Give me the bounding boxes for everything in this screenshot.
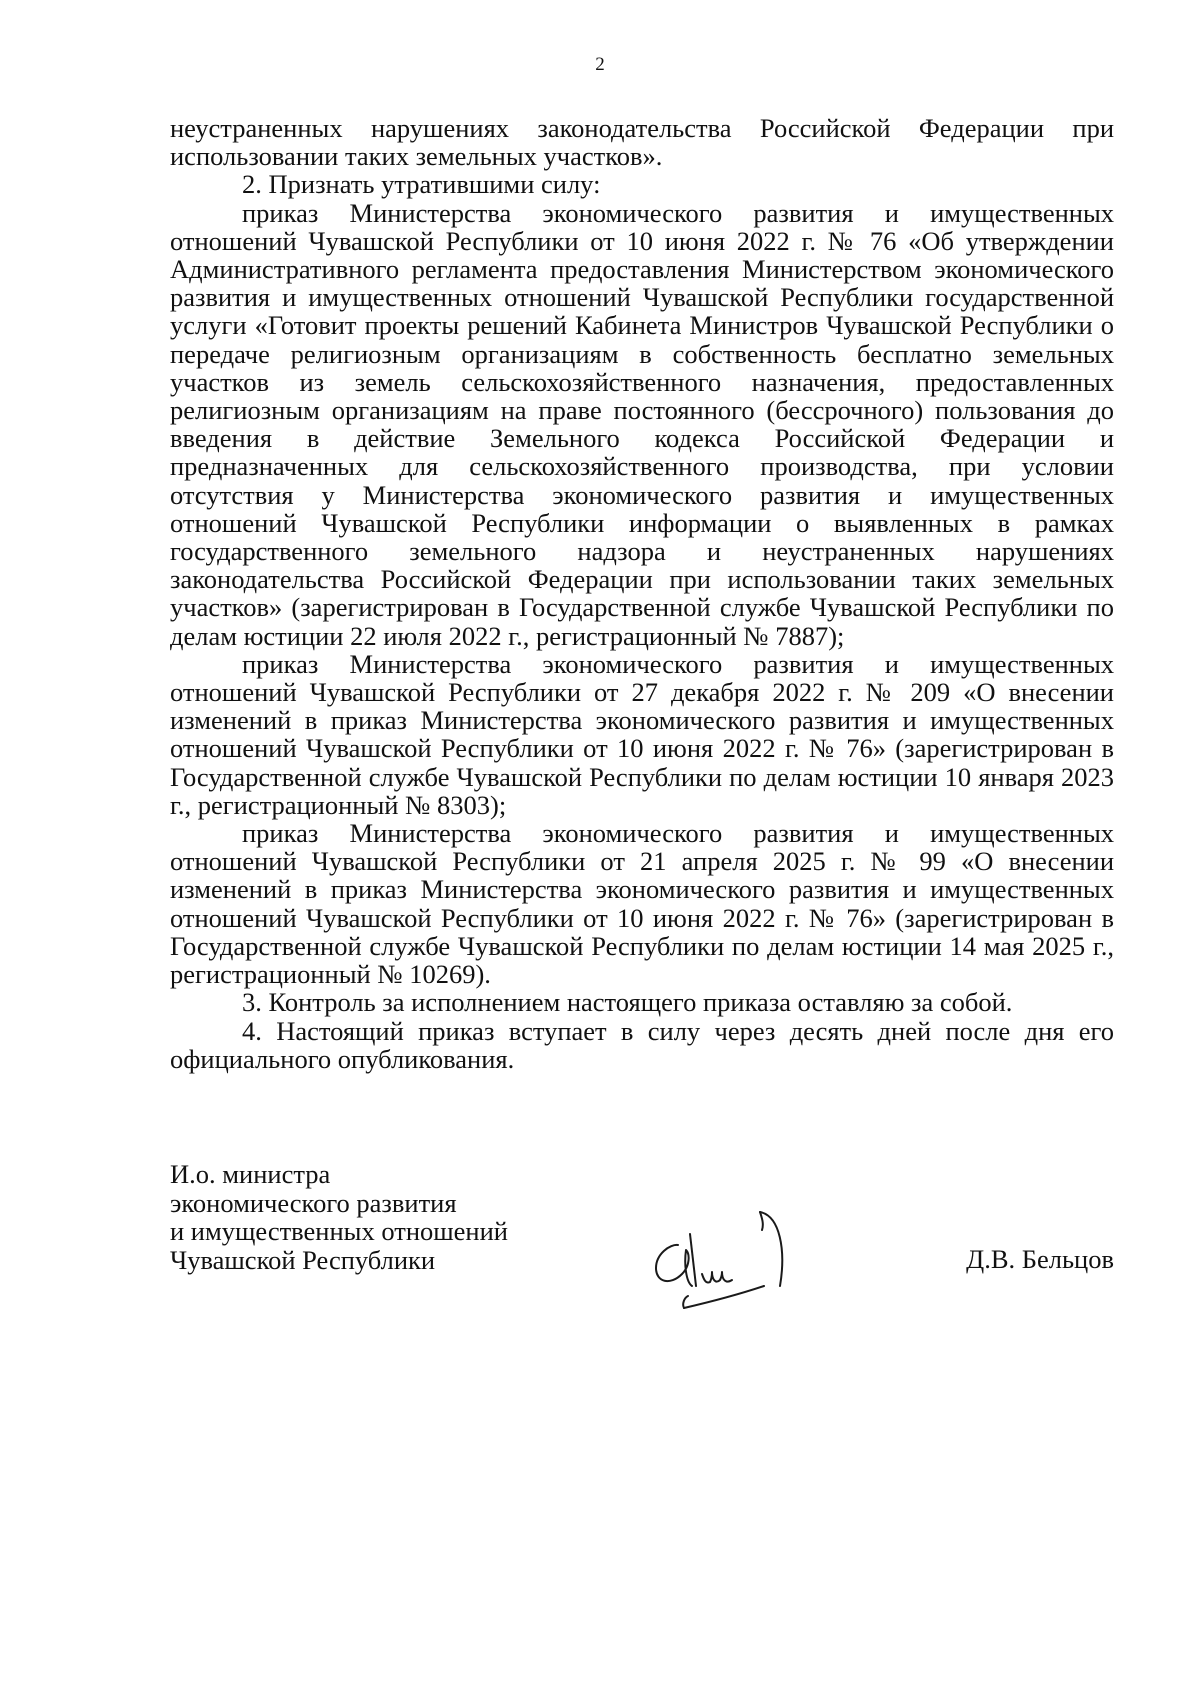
document-body (170, 114, 1114, 1073)
handwritten-signature (640, 1190, 810, 1320)
paragraph-item-4: 4. Настоящий приказ вступает в силу через десять дней после дня его официального опубликования. (170, 1015, 1114, 1074)
signer-name: Д.В. Бельцов (966, 1244, 1114, 1274)
signer-title-line: и имущественных отношений (170, 1216, 508, 1246)
paragraph-repealed-order-1: приказ Министерства экономического развития и имущественных отношений Чувашской Республики от 10 июня 2022 г. № 76 «Об утверждении Административного регламента предоставления Министерством экономического развития и имущественных отношений Чувашской Республики государственной услуги «Готовит проекты решений Кабинета Министров Чувашской Республики о передаче религиозным организациям в собственность бесплатно земельных участков из земель сельскохозяйственного назначения, предоставленных религиозным организациям на праве постоянного (бессрочного) пользования до введения в действие Земельного кодекса Российской Федерации и предназначенных для сельскохозяйственного производства, при условии отсутствия у Министерства экономического развития и имущественных отношений Чувашской Республики информации о выявленных в рамках государственного земельного надзора и неустраненных нарушениях законодательства Российской Федерации при использовании таких земельных участков» (зарегистрирован в Государственной службе Чувашской Республики по делам юстиции 22 июля 2022 г., регистрационный № 7887); (170, 197, 1114, 651)
paragraph-repealed-order-3: приказ Министерства экономического развития и имущественных отношений Чувашской Республики от 21 апреля 2025 г. № 99 «О внесении изменений в приказ Министерства экономического развития и имущественных отношений Чувашской Республики от 10 июня 2022 г. № 76» (зарегистрирован в Государственной службе Чувашской Республики по делам юстиции 14 мая 2025 г., регистрационный № 10269). (170, 818, 1114, 990)
signature-block (170, 1160, 1114, 1310)
paragraph-item-3: 3. Контроль за исполнением настоящего приказа оставляю за собой. (242, 987, 1013, 1018)
paragraph-continuation: неустраненных нарушениях законодательства Российской Федерации при использовании таких земельных участков». (170, 113, 1114, 172)
page-number: 2 (595, 54, 605, 75)
signer-title (170, 1160, 508, 1274)
signer-title-line: И.о. министра (170, 1159, 331, 1189)
paragraph-item-2: 2. Признать утратившими силу: (242, 169, 601, 200)
signer-title-line: экономического развития (170, 1187, 457, 1218)
signer-title-line: Чувашской Республики (170, 1244, 436, 1275)
paragraph-repealed-order-2: приказ Министерства экономического развития и имущественных отношений Чувашской Республики от 27 декабря 2022 г. № 209 «О внесении изменений в приказ Министерства экономического развития и имущественных отношений Чувашской Республики от 10 июня 2022 г. № 76» (зарегистрирован в Государственной службе Чувашской Республики по делам юстиции 10 января 2023 г., регистрационный № 8303); (170, 648, 1114, 820)
